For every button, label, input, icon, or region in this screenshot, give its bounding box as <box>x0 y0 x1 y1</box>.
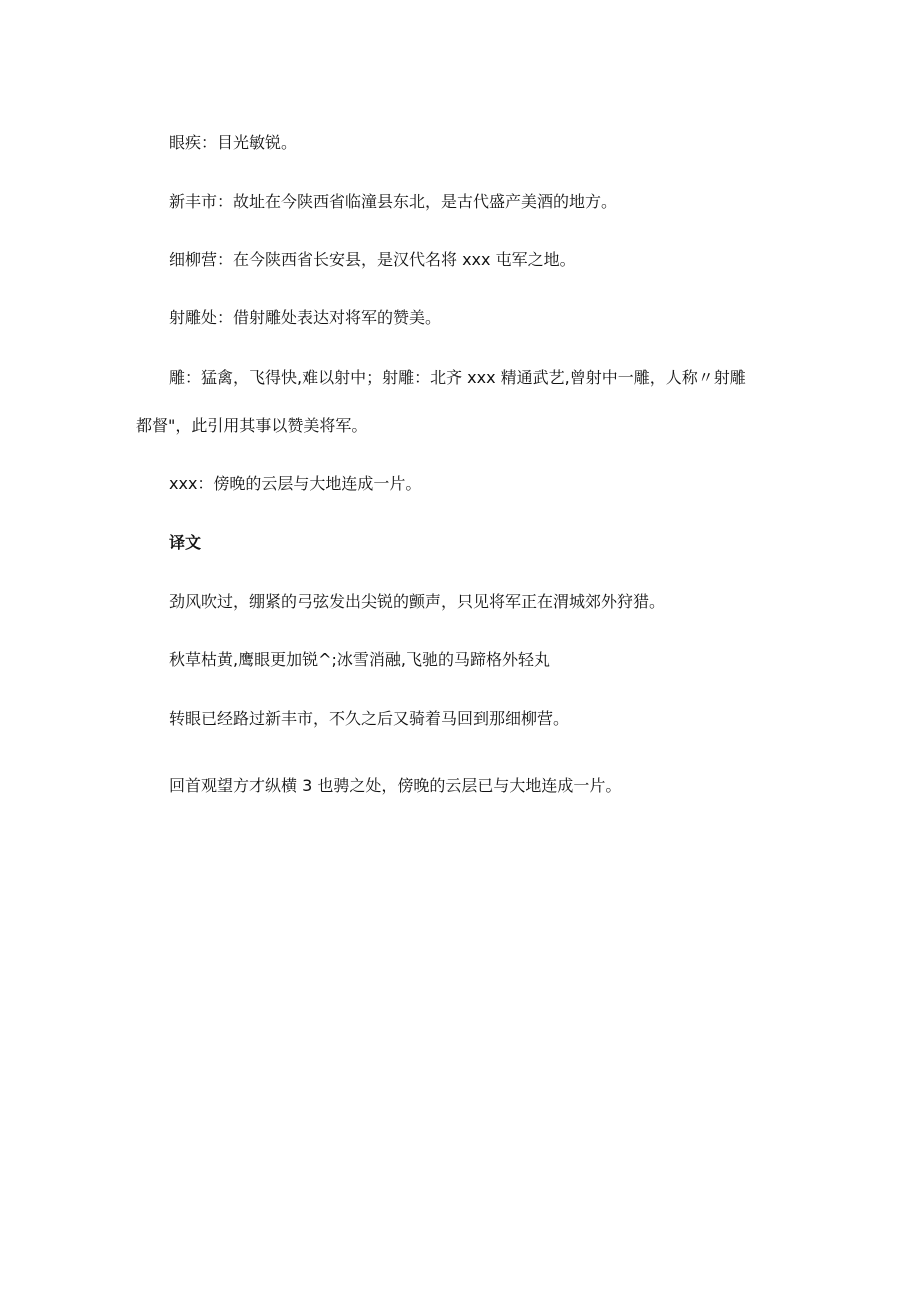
note-xinfeng-market: 新丰市：故址在今陕西省临潼县东北，是古代盛产美酒的地方。 <box>169 192 618 211</box>
note-eagle-line-1: 雕：猛禽，飞得快,难以射中；射雕：北齐 xxx 精通武艺,曾射中一雕，人称〃射雕 <box>169 368 746 387</box>
note-xiliu-camp: 细柳营：在今陕西省长安县，是汉代名将 xxx 屯军之地。 <box>169 250 576 269</box>
note-eagle-shooting-place: 射雕处：借射雕处表达对将军的赞美。 <box>169 308 442 327</box>
translation-line-3: 转眼已经路过新丰市，不久之后又骑着马回到那细柳营。 <box>169 709 570 728</box>
translation-line-4: 回首观望方才纵横 3 也骋之处，傍晚的云层已与大地连成一片。 <box>169 776 622 795</box>
note-eye-illness: 眼疾：目光敏锐。 <box>169 133 298 152</box>
translation-line-1: 劲风吹过，绷紧的弓弦发出尖锐的颤声，只见将军正在渭城郊外狩猎。 <box>169 592 666 611</box>
translation-heading: 译文 <box>169 533 202 552</box>
translation-line-2: 秋草枯黄,鹰眼更加锐^;冰雪消融,飞驰的马蹄格外轻丸 <box>169 650 550 669</box>
note-eagle-line-2: 都督"，此引用其事以赞美将军。 <box>136 416 368 435</box>
note-clouds: xxx：傍晚的云层与大地连成一片。 <box>169 474 422 493</box>
